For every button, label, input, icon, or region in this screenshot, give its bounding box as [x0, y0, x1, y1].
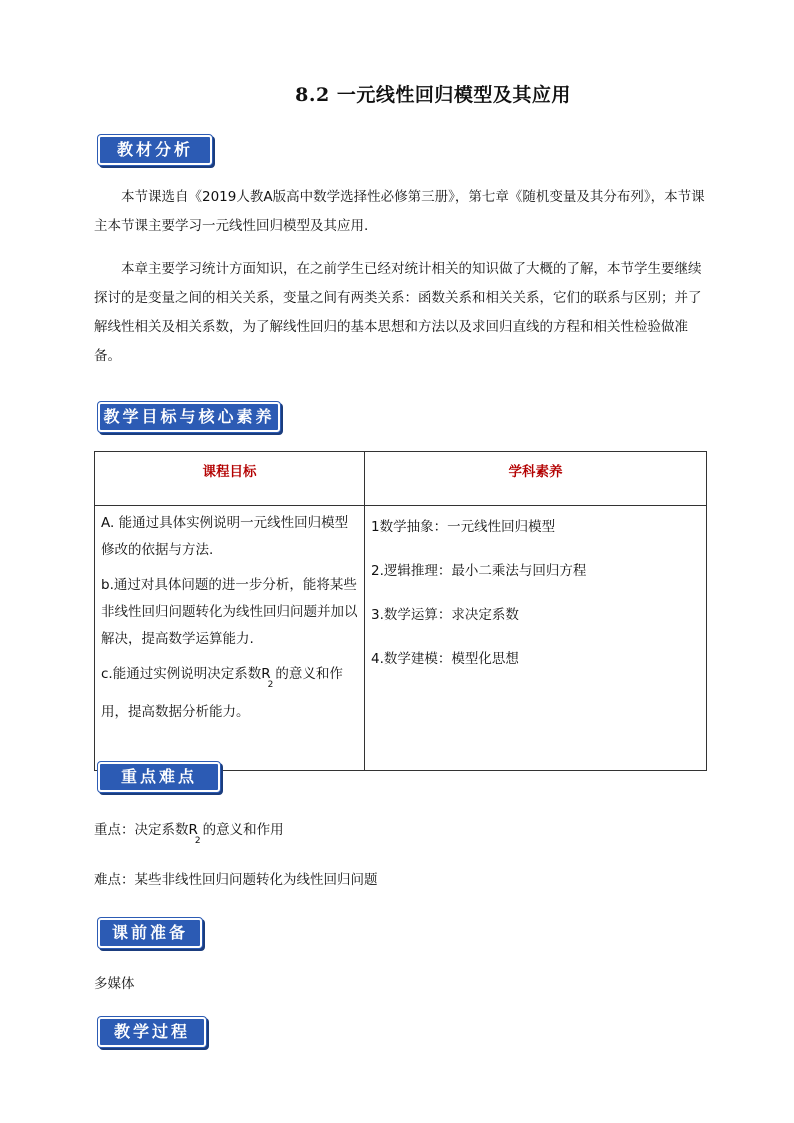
goal-item: A. 能通过具体实例说明一元线性回归模型修改的依据与方法. — [101, 515, 349, 558]
literacy-item: 1数学抽象：一元线性回归模型 — [371, 519, 556, 535]
section-badge-process: 教学过程 — [98, 1017, 206, 1047]
goal-item: b.通过对具体问题的进一步分析，能将某些非线性回归问题转化为线性回归问题并加以解决，提高数学运算能力. — [101, 577, 358, 647]
section-badge-key: 重点难点 — [98, 762, 220, 792]
analysis-text — [94, 183, 706, 371]
literacy-cell — [365, 506, 707, 771]
table-header-literacy: 学科素养 — [365, 452, 707, 506]
prep-text: 多媒体 — [94, 976, 135, 992]
section-badge-analysis: 教材分析 — [98, 135, 212, 165]
goal-item: c.能通过实例说明决定系数$R_2$的意义和作用，提高数据分析能力。 — [101, 666, 343, 720]
goals-table — [94, 451, 707, 771]
section-badge-goals: 教学目标与核心素养 — [98, 402, 280, 432]
analysis-paragraph: 本节课选自《2019人教A版高中数学选择性必修第三册》，第七章《随机变量及其分布列》，本节课主本节课主要学习一元线性回归模型及其应用. — [94, 189, 705, 234]
table-header-goals: 课程目标 — [95, 452, 365, 506]
literacy-item: 3.数学运算：求决定系数 — [371, 607, 519, 623]
literacy-item: 2.逻辑推理：最小二乘法与回归方程 — [371, 563, 587, 579]
difficulty-line: 难点：某些非线性回归问题转化为线性回归问题 — [94, 872, 378, 888]
literacy-item: 4.数学建模：模型化思想 — [371, 651, 519, 667]
focus-line: 重点：决定系数$R_2$的意义和作用 — [94, 822, 284, 846]
goals-cell — [95, 506, 365, 771]
page-title: 8.2 一元线性回归模型及其应用 — [295, 84, 571, 106]
analysis-paragraph: 本章主要学习统计方面知识，在之前学生已经对统计相关的知识做了大概的了解，本节学生要继续探讨的是变量之间的相关关系，变量之间有两类关系：函数关系和相关关系，它们的联系与区别；并了解线性相关及相关系数，为了解线性回归的基本思想和方法以及求回归直线的方程和相关性检验做准备。 — [94, 261, 702, 364]
section-badge-prep: 课前准备 — [98, 918, 202, 948]
